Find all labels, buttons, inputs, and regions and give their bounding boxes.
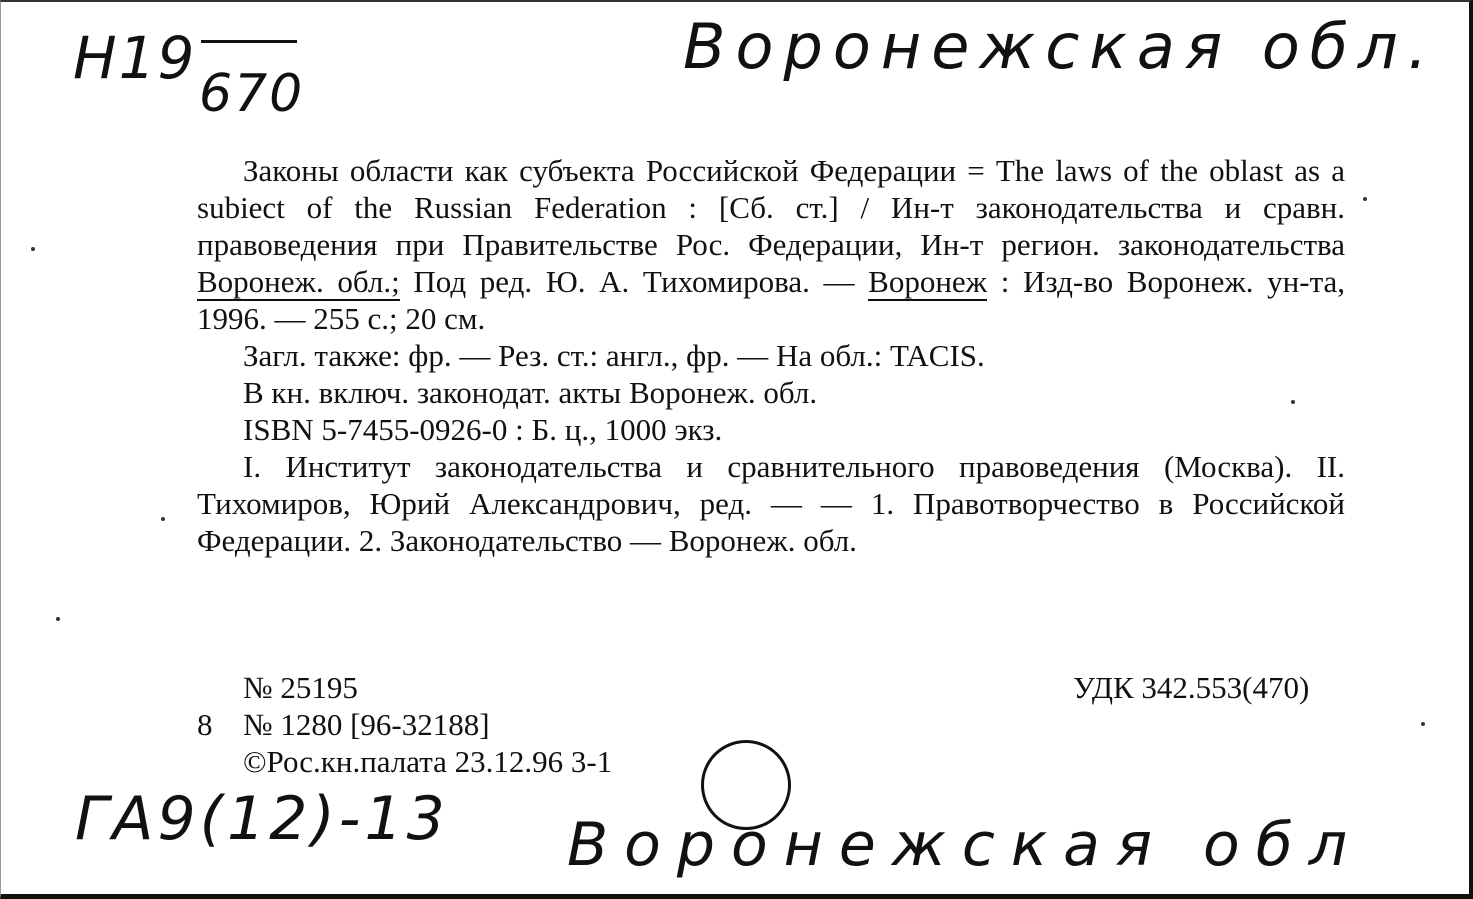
scan-speck [1291, 400, 1295, 404]
handwritten-shelf-code: ГА9(12)-13 [75, 784, 449, 854]
batch-number: № 1280 [96-32188] [243, 707, 490, 742]
card-number: № 25195 [243, 670, 358, 705]
handwritten-call-number-sub: 670 [199, 64, 305, 124]
description-text-3: : Изд-во Воронеж. ун-та, 1996. — 255 с.; 20 см. [197, 264, 1346, 336]
scan-speck [31, 247, 35, 251]
isbn-line: ISBN 5-7455-0926-0 : Б. ц., 1000 экз. [243, 412, 723, 447]
scan-speck [1363, 197, 1367, 201]
scan-speck [161, 517, 165, 521]
scan-speck [56, 617, 60, 621]
tracings: I. Институт законодательства и сравнительного правоведения (Москва). II. Тихомиров, Юрий Александрович, ред. — — 1. Правотворчество в Российской Федерации. 2. Законодательство — Воронеж. обл. [197, 449, 1345, 558]
underlined-city: Воронеж [868, 264, 988, 299]
bibliographic-record [197, 152, 1345, 559]
handwritten-region-bottom: Воронежская обл [567, 810, 1364, 880]
description-text-2: Под ред. Ю. А. Тихомирова. — [399, 264, 869, 299]
handwritten-region-top: Воронежская обл. [683, 10, 1438, 83]
udc-code: УДК 342.553(470) [1073, 670, 1310, 705]
handwritten-fraction-bar [201, 40, 297, 43]
batch-prefix: 8 [197, 707, 213, 742]
main-description [197, 152, 1345, 337]
handwritten-call-number: Н19 [73, 24, 197, 92]
description-text-1: Законы области как субъекта Российской Федерации = The laws of the oblast as a subiect of the Russian Federation : [Сб. ст.] / Ин-т законодательства и сравн. правоведения при Правительстве Рос. Федерации, Ин-т регион. законодательства [197, 153, 1345, 262]
underlined-region: Воронеж. обл.; [197, 264, 400, 299]
note-contents: В кн. включ. законодат. акты Воронеж. обл. [243, 375, 818, 410]
note-title-languages: Загл. также: фр. — Рез. ст.: англ., фр. — На обл.: TACIS. [243, 338, 985, 373]
book-chamber-line: ©Рос.кн.палата 23.12.96 3-1 [243, 744, 613, 779]
scan-speck [1421, 722, 1425, 726]
